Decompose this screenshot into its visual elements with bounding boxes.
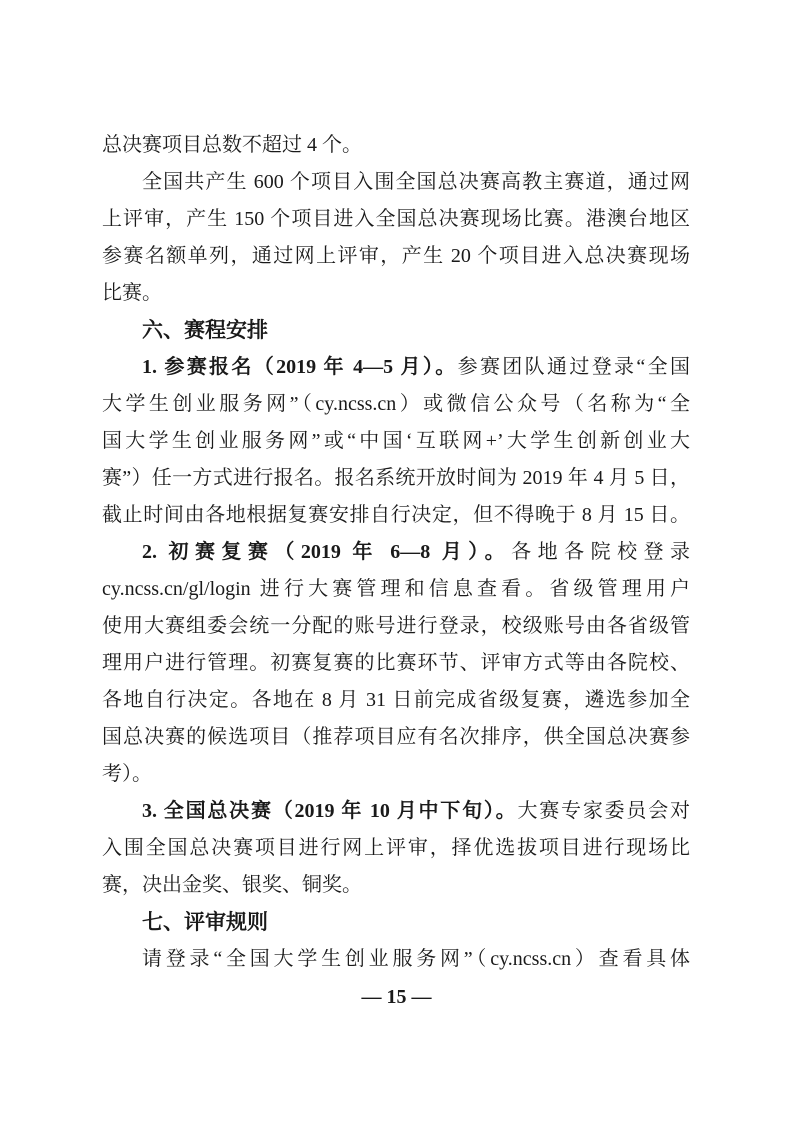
line-text: 各地各院校登录 [511, 541, 690, 563]
text-line [102, 830, 690, 867]
text-line [102, 275, 690, 312]
text-line [102, 201, 690, 238]
line-text: 六、赛程安排 [142, 319, 268, 342]
text-line [102, 756, 690, 793]
line-text: 理用户进行管理。初赛复赛的比赛环节、评审方式等由各院校、 [102, 652, 690, 674]
line-text: 考）。 [102, 763, 152, 785]
item-line [102, 534, 690, 571]
line-text: 赛，决出金奖、银奖、铜奖。 [102, 874, 362, 896]
text-line [102, 941, 690, 978]
item-line [102, 793, 690, 830]
line-text: 使用大赛组委会统一分配的账号进行登录，校级账号由各省级管 [102, 615, 690, 637]
line-text: cy.ncss.cn/gl/login 进行大赛管理和信息查看。省级管理用户 [102, 578, 690, 600]
text-line [102, 460, 690, 497]
line-text: 各地自行决定。各地在 8 月 31 日前完成省级复赛，遴选参加全 [102, 689, 690, 711]
line-text: 国总决赛的候选项目（推荐项目应有名次排序，供全国总决赛参 [102, 726, 690, 748]
text-line [102, 127, 690, 164]
item-lead: 3. 全国总决赛（2019 年 10 月中下旬）。 [142, 800, 518, 822]
text-line [102, 719, 690, 756]
line-text: 全国共产生 600 个项目入围全国总决赛高教主赛道，通过网 [142, 171, 690, 193]
line-text: 参赛团队通过登录“全国 [457, 356, 690, 378]
text-line [102, 238, 690, 275]
text-line [102, 571, 690, 608]
document-body [102, 127, 690, 978]
line-text: 截止时间由各地根据复赛安排自行决定，但不得晚于 8 月 15 日。 [102, 504, 690, 526]
item-lead: 2. 初赛复赛（2019 年 6—8 月）。 [142, 541, 512, 563]
line-text: 上评审，产生 150 个项目进入全国总决赛现场比赛。港澳台地区 [102, 208, 690, 230]
text-line [102, 164, 690, 201]
line-text: 赛”）任一方式进行报名。报名系统开放时间为 2019 年 4 月 5 日， [102, 467, 690, 489]
item-line [102, 349, 690, 386]
line-text: 国大学生创业服务网”或“中国‘互联网+’大学生创新创业大 [102, 430, 690, 452]
line-text: 七、评审规则 [142, 911, 268, 934]
text-line [102, 386, 690, 423]
section-heading [102, 312, 690, 349]
item-lead: 1. 参赛报名（2019 年 4—5 月）。 [142, 356, 458, 378]
text-line [102, 867, 690, 904]
line-text: 大赛专家委员会对 [517, 800, 690, 822]
text-line [102, 608, 690, 645]
section-heading [102, 904, 690, 941]
line-text: 入围全国总决赛项目进行网上评审，择优选拔项目进行现场比 [102, 837, 690, 859]
line-text: 总决赛项目总数不超过 4 个。 [102, 134, 362, 156]
page-number: — 15 — [361, 986, 432, 1008]
line-text: 大学生创业服务网”（cy.ncss.cn）或微信公众号（名称为“全 [102, 393, 690, 415]
text-line [102, 645, 690, 682]
text-line [102, 423, 690, 460]
line-text: 请登录“全国大学生创业服务网”（cy.ncss.cn）查看具体 [142, 948, 690, 970]
line-text: 比赛。 [102, 282, 162, 304]
line-text: 参赛名额单列，通过网上评审，产生 20 个项目进入总决赛现场 [102, 245, 690, 267]
text-line [102, 682, 690, 719]
text-line [102, 497, 690, 534]
